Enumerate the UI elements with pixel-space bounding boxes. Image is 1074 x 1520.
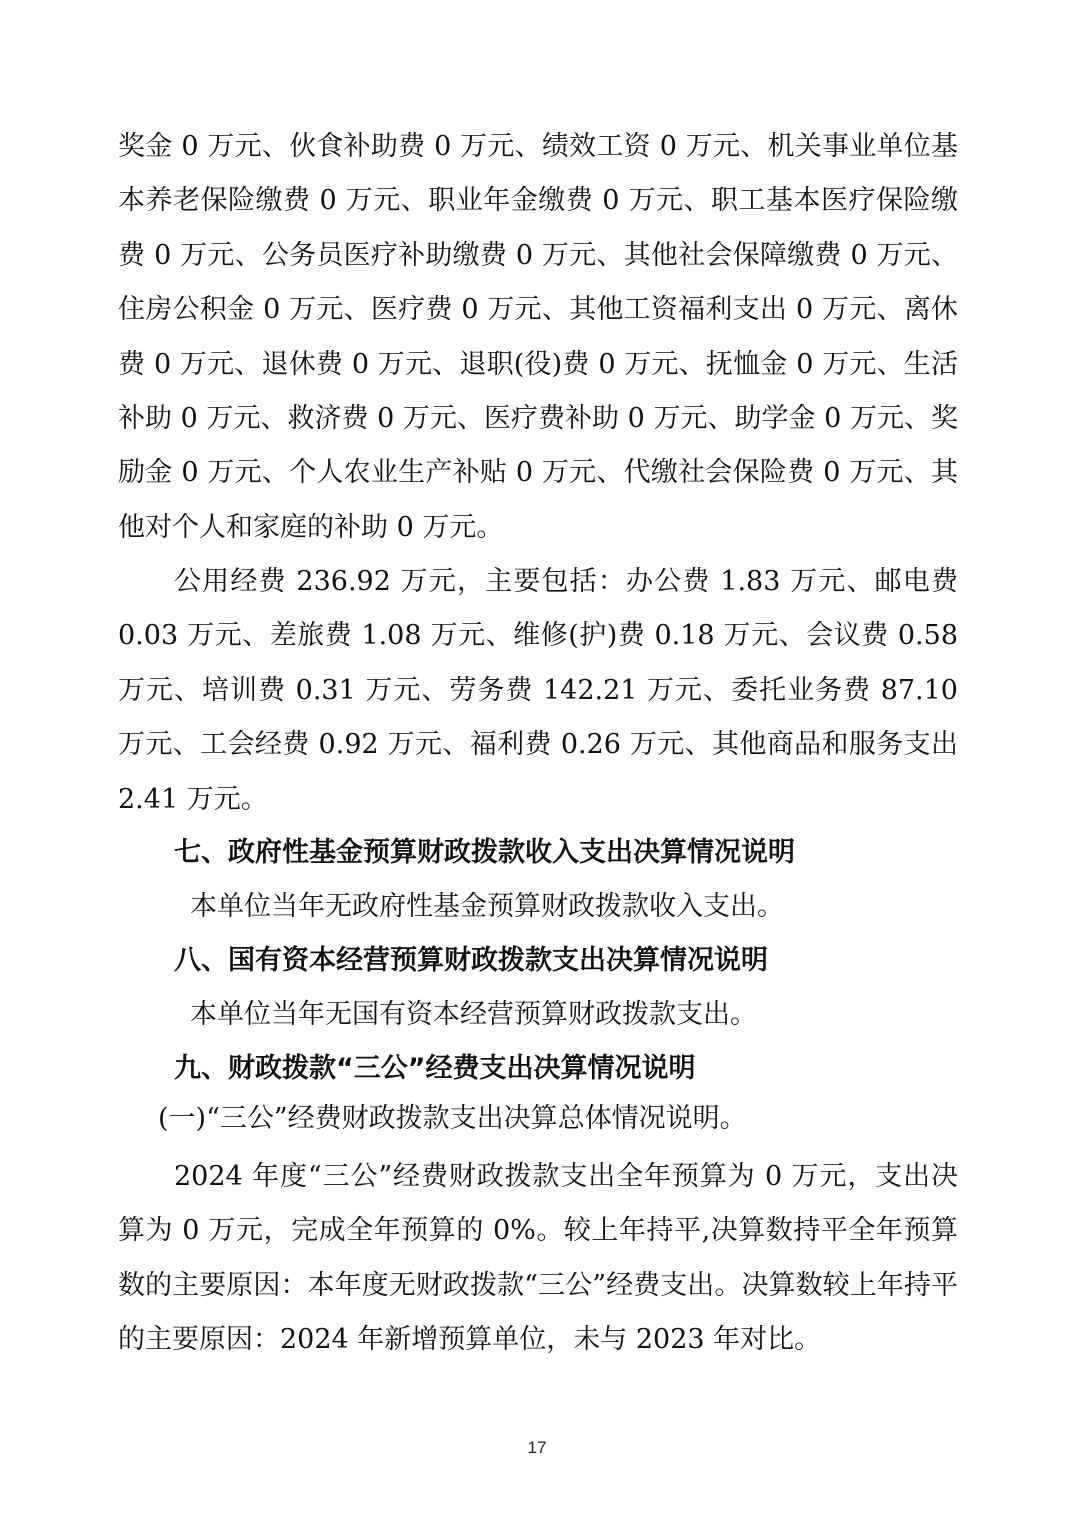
public-expenditure-paragraph: 公用经费 236.92 万元，主要包括：办公费 1.83 万元、邮电费 0.03 万元、差旅费 1.08 万元、维修(护)费 0.18 万元、会议费 0.58 万元、培训费 0.31 万元、劳务费 142.21 万元、委托业务费 87.10 万元、工会经费 0.92 万元、福利费 0.26 万元、其他商品和服务支出 2.41 万元。: [118, 566, 958, 815]
section-7-heading: 七、政府性基金预算财政拨款收入支出决算情况说明: [174, 837, 795, 868]
section-7-statement: 本单位当年无政府性基金预算财政拨款收入支出。: [190, 891, 784, 922]
personal-family-subsidy-paragraph: 奖金 0 万元、伙食补助费 0 万元、绩效工资 0 万元、机关事业单位基本养老保险缴费 0 万元、职业年金缴费 0 万元、职工基本医疗保险缴费 0 万元、公务员医疗补助缴费 0 万元、其他社会保障缴费 0 万元、住房公积金 0 万元、医疗费 0 万元、其他工资福利支出 0 万元、离休费 0 万元、退休费 0 万元、退职(役)费 0 万元、抚恤金 0 万元、生活补助 0 万元、救济费 0 万元、医疗费补助 0 万元、助学金 0 万元、奖励金 0 万元、个人农业生产补贴 0 万元、代缴社会保险费 0 万元、其他对个人和家庭的补助 0 万元。: [118, 131, 958, 543]
section-8-statement: 本单位当年无国有资本经营预算财政拨款支出。: [190, 999, 757, 1030]
section-9-subheading: (一)“三公”经费财政拨款支出决算总体情况说明。: [158, 1103, 747, 1134]
page-number: 17: [527, 1438, 547, 1457]
three-public-expenses-paragraph: 2024 年度“三公”经费财政拨款支出全年预算为 0 万元，支出决算为 0 万元，完成全年预算的 0%。较上年持平,决算数持平全年预算数的主要原因：本年度无财政拨款“三公”经费支出。决算数较上年持平的主要原因：2024 年新增预算单位，未与 2023 年对比。: [118, 1161, 958, 1356]
section-9-heading: 九、财政拨款“三公”经费支出决算情况说明: [174, 1053, 696, 1084]
section-8-heading: 八、国有资本经营预算财政拨款支出决算情况说明: [174, 945, 768, 976]
